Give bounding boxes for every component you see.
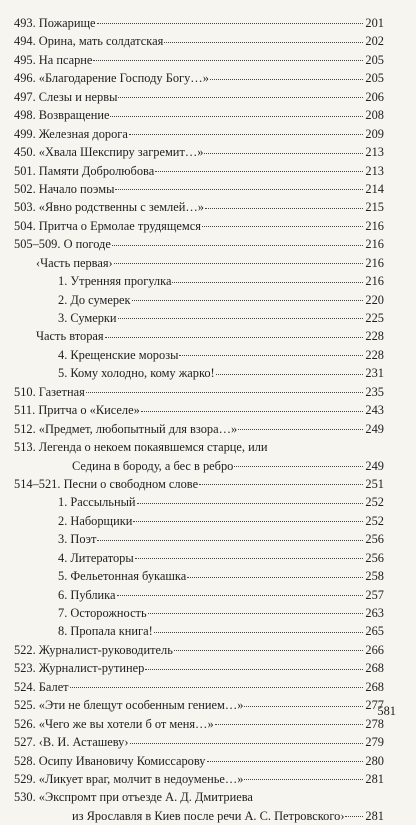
toc-entry-title: Наборщики [70,513,133,528]
toc-entry-number: 512. [14,421,39,436]
toc-entry-page: 278 [365,716,384,731]
toc-leader-dots [105,336,363,338]
toc-entry-number: 502. [14,181,39,196]
toc-entry [14,604,384,622]
toc-entry-page: 279 [365,735,384,750]
toc-entry [14,235,384,253]
toc-entry [14,51,384,69]
toc-entry-title: Легенда о некоем покаявшемся старце, или [38,440,268,455]
toc-entry-page: 209 [365,126,384,141]
toc-entry-number: 504. [14,218,39,233]
toc-entry-page: 256 [365,550,384,565]
toc-entry-number: 498. [14,108,39,123]
toc-leader-dots [345,815,363,817]
toc-entry-title: «Экспромт при отъезде А. Д. Дмитриева [38,790,253,805]
toc-entry [14,659,384,677]
toc-entry-number: 493. [14,16,39,30]
toc-entry-title: До сумерек [70,292,131,307]
toc-leader-dots [205,207,363,209]
toc-entry-number: 525. [14,698,39,713]
toc-entry-page: 268 [365,679,384,694]
toc-entry-number: 450. [14,145,39,160]
toc-leader-dots [97,22,363,24]
toc-leader-dots [132,299,363,301]
toc-entry [14,291,384,309]
toc-leader-dots [118,96,363,98]
toc-entry-page: 216 [365,274,384,289]
toc-entry-page: 266 [365,642,384,657]
toc-leader-dots [129,133,363,135]
toc-entry-title: Пожарище [38,16,96,30]
toc-leader-dots [130,742,363,744]
toc-entry-number: 497. [14,89,39,104]
toc-entry [14,457,384,475]
toc-leader-dots [97,539,363,541]
toc-entry [14,88,384,106]
toc-leader-dots [141,410,363,412]
toc-leader-dots [244,778,363,780]
toc-entry-number: 496. [14,71,39,86]
toc-entry [14,364,384,382]
toc-entry-page: 228 [365,329,384,344]
toc-entry [14,770,384,788]
toc-entry-title: На псарне [38,52,93,67]
toc-entry [14,125,384,143]
toc-leader-dots [199,483,363,485]
toc-leader-dots [216,373,363,375]
toc-entry-page: 263 [365,606,384,620]
toc-entry [14,807,384,825]
toc-entry-number: 495. [14,52,39,67]
toc-entry [14,641,384,659]
toc-entry-title: Осипу Ивановичу Комиссарову [38,753,206,768]
toc-entry-page: 277 [365,698,384,713]
toc-entry [14,420,384,438]
toc-leader-dots [210,78,363,80]
toc-entry-page: 249 [365,458,384,473]
toc-leader-dots [135,557,363,559]
table-of-contents [14,14,384,825]
toc-leader-dots [204,152,363,154]
toc-entry [14,752,384,770]
toc-entry [14,309,384,327]
toc-entry [14,715,384,733]
toc-entry-page: 256 [365,532,384,547]
toc-entry-page: 208 [365,108,384,123]
toc-entry-title: Возвращение [38,108,110,123]
toc-entry-page: 231 [365,366,384,381]
page-number: 581 [377,704,396,718]
toc-entry [14,512,384,530]
toc-entry-title: Притча о Ермолае трудящемся [38,218,201,233]
toc-entry-title: Седина в бороду, а бес в ребро [72,458,234,473]
toc-leader-dots [115,188,363,190]
toc-leader-dots [70,686,363,688]
toc-entry-page: 243 [365,403,384,418]
toc-entry [14,733,384,751]
toc-entry-number: 2. [58,513,71,528]
toc-leader-dots [86,391,363,393]
toc-leader-dots [148,612,363,614]
toc-leader-dots [164,41,363,43]
toc-entry-page: 213 [365,163,384,178]
toc-entry [14,254,384,272]
toc-entry-page: 252 [365,513,384,528]
toc-entry-title: ‹Часть первая› [36,255,113,270]
toc-entry [14,346,384,364]
toc-entry-number: 6. [58,587,71,602]
toc-entry-page: 268 [365,661,384,676]
toc-entry [14,475,384,493]
toc-leader-dots [133,520,363,522]
toc-entry-page: 202 [365,34,384,49]
toc-entry-title: «Предмет, любопытный для взора…» [38,421,238,436]
toc-entry-title: Газетная [38,384,85,399]
toc-entry [14,493,384,511]
toc-entry-number: 511. [14,403,39,418]
toc-entry-number: 503. [14,200,39,215]
toc-entry [14,162,384,180]
toc-entry-number: 3. [58,532,71,547]
toc-entry-page: 225 [365,311,384,325]
toc-entry-title: из Ярославля в Киев после речи А. С. Петровского› [72,808,345,823]
toc-entry-number: 499. [14,126,39,141]
toc-entry-number: 4. [58,347,71,362]
toc-entry [14,401,384,419]
toc-entry-number: 527. [14,735,39,750]
toc-leader-dots [118,317,363,319]
toc-entry-title: Рассыльный [70,495,136,510]
toc-leader-dots [215,723,363,725]
toc-leader-dots [117,594,363,596]
toc-entry [14,69,384,87]
toc-entry [14,106,384,124]
toc-leader-dots [238,428,363,430]
toc-entry-page: 201 [365,16,384,30]
toc-entry-page: 205 [365,52,384,67]
toc-entry-page: 228 [365,347,384,362]
toc-leader-dots [137,502,363,504]
toc-leader-dots [207,760,364,762]
toc-entry-title: «Хвала Шекспиру загремит…» [38,145,204,160]
toc-entry-page: 205 [365,71,384,86]
toc-leader-dots [187,576,363,578]
toc-entry-page: 281 [365,808,384,823]
toc-entry-title: Утренняя прогулка [70,274,172,289]
toc-entry-title: Пропала книга! [70,624,153,639]
toc-entry-page: 235 [365,384,384,399]
toc-leader-dots [174,649,363,651]
toc-entry-number: 505–509. [14,237,64,252]
toc-entry-number: 2. [58,292,71,307]
toc-entry-title: Железная дорога [38,126,128,141]
toc-entry-number: 3. [58,311,71,325]
toc-entry [14,32,384,50]
toc-entry-title: Фельетонная букашка [70,569,187,584]
toc-entry [14,678,384,696]
toc-entry [14,383,384,401]
toc-leader-dots [145,668,363,670]
toc-entry-page: 280 [365,753,384,768]
toc-entry [14,143,384,161]
toc-entry-page: 220 [365,292,384,307]
toc-leader-dots [244,705,363,707]
toc-leader-dots [179,354,363,356]
toc-entry [14,696,384,714]
toc-entry-number: 524. [14,679,39,694]
toc-entry-page: 215 [365,200,384,215]
toc-entry-page: 251 [365,476,384,491]
toc-entry-number: 514–521. [14,476,64,491]
toc-entry [14,438,384,456]
toc-entry-title: О погоде [63,237,111,252]
toc-entry-page: 214 [365,181,384,196]
toc-entry-number: 7. [58,606,71,620]
toc-leader-dots [234,465,363,467]
toc-entry [14,567,384,585]
toc-entry-number: 526. [14,716,39,731]
toc-entry-number: 494. [14,34,39,49]
toc-entry [14,622,384,640]
toc-entry-number: 510. [14,384,39,399]
toc-leader-dots [93,59,363,61]
toc-entry-number: 1. [58,274,71,289]
toc-entry-number: 1. [58,495,71,510]
toc-entry-page: 281 [365,771,384,786]
toc-entry-number: 4. [58,550,71,565]
toc-entry [14,272,384,290]
toc-entry-title: Осторожность [70,606,147,620]
toc-entry-number: 5. [58,569,71,584]
toc-entry-title: «Благодарение Господу Богу…» [38,71,209,86]
toc-entry [14,198,384,216]
toc-entry-page: 257 [365,587,384,602]
toc-leader-dots [155,170,363,172]
toc-entry-page: 216 [365,255,384,270]
toc-entry-page: 249 [365,421,384,436]
toc-entry [14,180,384,198]
toc-entry-number: 523. [14,661,39,676]
toc-entry-title: Крещенские морозы [70,347,179,362]
toc-entry-number: 528. [14,753,39,768]
toc-entry-page: 213 [365,145,384,160]
toc-entry-page: 265 [365,624,384,639]
toc-entry-title: Сумерки [70,311,117,325]
toc-leader-dots [154,631,363,633]
toc-entry-title: «Эти не блещут особенным гением…» [38,698,244,713]
toc-entry-title: Начало поэмы [38,181,115,196]
toc-entry-title: Балет [38,679,69,694]
toc-entry-title: Кому холодно, кому жарко! [70,366,215,381]
toc-entry-title: «Явно родственны с землей…» [38,200,204,215]
toc-entry-title: Притча о «Киселе» [38,403,140,418]
toc-entry-title: Слезы и нервы [38,89,118,104]
toc-entry-page: 206 [365,89,384,104]
toc-entry-page: 216 [365,218,384,233]
toc-entry-number: 529. [14,771,39,786]
toc-leader-dots [202,225,363,227]
toc-entry [14,530,384,548]
toc-entry-title: «Чего же вы хотели б от меня…» [38,716,214,731]
toc-entry-title: Публика [70,587,116,602]
toc-entry [14,549,384,567]
toc-leader-dots [112,244,363,246]
toc-entry-title: Журналист-рутинер [38,661,145,676]
toc-entry [14,788,384,806]
toc-entry-title: «Ликует враг, молчит в недоуменье…» [38,771,244,786]
toc-entry-number: 501. [14,163,39,178]
toc-entry-page: 258 [365,569,384,584]
toc-entry [14,586,384,604]
toc-entry-title: Часть вторая [36,329,104,344]
toc-entry-page: 252 [365,495,384,510]
toc-entry-title: Памяти Добролюбова [38,163,155,178]
toc-entry-title: Журналист-руководитель [38,642,173,657]
toc-leader-dots [110,115,363,117]
toc-entry [14,327,384,345]
toc-entry-title: Орина, мать солдатская [38,34,164,49]
toc-entry-number: 522. [14,642,39,657]
toc-entry-number: 530. [14,790,39,805]
toc-entry [14,14,384,32]
toc-entry-title: Поэт [70,532,97,547]
toc-entry [14,217,384,235]
toc-entry-page: 216 [365,237,384,252]
toc-entry-number: 5. [58,366,71,381]
toc-entry-title: Песни о свободном слове [63,476,199,491]
toc-leader-dots [114,262,363,264]
toc-entry-number: 8. [58,624,71,639]
toc-leader-dots [172,281,363,283]
toc-entry-number: 513. [14,440,39,455]
toc-entry-title: ‹В. И. Асташеву› [38,735,129,750]
toc-entry-title: Литераторы [70,550,134,565]
